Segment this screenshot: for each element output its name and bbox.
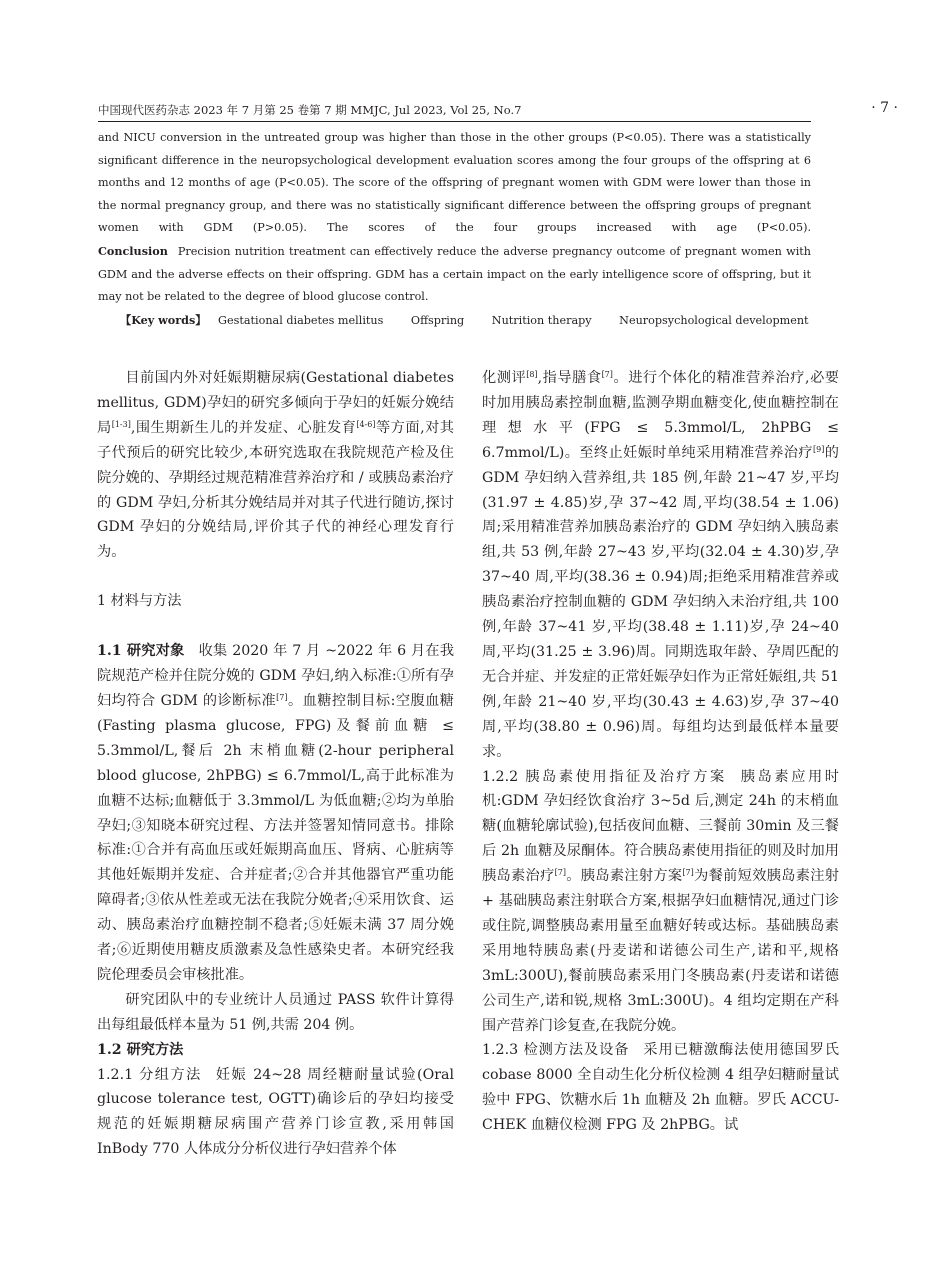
citation-ref: [7] (276, 692, 288, 702)
conclusion-text: Precision nutrition treatment can effectively reduce the adverse pregnancy outcome of pregnant women with GDM and the adverse effects on their offspring. GDM has a certain impact on the early intelligence score of offspring, but it may not be related to the degree of blood glucose control. (98, 244, 811, 304)
citation-ref: [7] (682, 868, 694, 878)
sample-size-paragraph: 研究团队中的专业统计人员通过 PASS 软件计算得出每组最低样本量为 51 例,共需 204 例。 (97, 991, 454, 1033)
running-header (98, 102, 898, 118)
keywords-line (120, 312, 833, 328)
citation-ref: [4-6] (356, 419, 376, 429)
detection-methods-paragraph: 1.2.3 检测方法及设备 采用已糖激酶法使用德国罗氏 cobase 8000 全自动生化分析仪检测 4 组孕妇糖耐量试验中 FPG、饮糖水后 1h 血糖及 2h 血糖。罗氏 ACCU-CHEK 血糖仪检测 FPG 及 2hPBG。试 (482, 1042, 839, 1134)
abstract-conclusion (98, 240, 811, 309)
citation-ref: [1-3] (111, 419, 131, 429)
citation-ref: [8] (526, 370, 538, 379)
study-subjects-paragraph: 1.1 研究对象 收集 2020 年 7 月 ~2022 年 6 月在我院规范产检并住院分娩的 GDM 孕妇,纳入标准:①所有孕妇均符合 GDM 的诊断标准[7]。血糖控制目标:空腹血糖(Fasting plasma glucose, FPG)及餐前血糖 ≤ 5.3mmol/L,餐后 2h 末梢血糖(2-hour peripheral blood glucose, 2hPBG) ≤ 6.7mmol/L,高于此标准为血糖不达标;血糖低于 3.3mmol/L 为低血糖;②均为单胎孕妇;③知晓本研究过程、方法并签署知情同意书。排除标准:①合并有高血压或妊娠期高血压、肾病、心脏病等其他妊娠期并发症、合并症者;②合并其他器官严重功能障碍者;③依从性差或无法在我院分娩者;④采用饮食、运动、胰岛素治疗血糖控制不稳者;⑤妊娠未满 37 周分娩者;⑥近期使用糖皮质激素及急性感染史者。本研究经我院伦理委员会审核批准。 (97, 643, 455, 983)
keyword-item: Offspring (410, 314, 465, 327)
citation-ref: [7] (601, 370, 613, 379)
subsection-label: 1.2.3 检测方法及设备 (482, 1042, 630, 1059)
grouping-paragraph: 1.2.1 分组方法 妊娠 24~28 周经糖耐量试验(Oral glucose tolerance test, OGTT)确诊后的孕妇均接受规范的妊娠期糖尿病围产营养门诊宣教,采用韩国 InBody 770 人体成分分析仪进行孕妇营养个体 (97, 1066, 454, 1158)
subsection-label: 1.2.2 胰岛素使用指征及治疗方案 (482, 768, 727, 785)
page-number: · 7 · (871, 100, 898, 116)
abstract-results: and NICU conversion in the untreated group was higher than those in the other groups (P<0.05). There was a statistically significant difference in the neuropsychological development evaluation scores among the four groups of the offspring at 6 months and 12 months of age (P<0.05). The score of the offspring of pregnant women with GDM were lower than those in the normal pregnancy group, and there was no statistically significant difference between the offspring groups of pregnant women with GDM (P>0.05). The scores of the four groups increased with age (P<0.05). (98, 131, 811, 235)
keyword-item: Gestational diabetes mellitus (218, 314, 384, 327)
citation-ref: [7] (554, 868, 566, 878)
subsection-label: 1.2.1 分组方法 (97, 1066, 202, 1083)
intro-paragraph: 目前国内外对妊娠期糖尿病(Gestational diabetes mellitus, GDM)孕妇的研究多倾向于孕妇的妊娠分娩结局[1-3],围生期新生儿的并发症、心脏发育[4-6]等方面,对其子代预后的研究比较少,本研究选取在我院规范产检及住院分娩的、孕期经过规范精准营养治疗和 / 或胰岛素治疗的 GDM 孕妇,分析其分娩结局并对其子代进行随访,探讨 GDM 孕妇的分娩结局,评价其子代的神经心理发育行为。 (97, 370, 454, 561)
insulin-indication-paragraph: 1.2.2 胰岛素使用指征及治疗方案 胰岛素应用时机:GDM 孕妇经饮食治疗 3~5d 后,测定 24h 的末梢血糖(血糖轮廓试验),包括夜间血糖、三餐前 30min 及三餐后 2h 血糖及尿酮体。符合胰岛素使用指征的则及时加用胰岛素治疗[7]。胰岛素注射方案[7]为餐前短效胰岛素注射 + 基础胰岛素注射联合方案,根据孕妇血糖情况,通过门诊或住院,调整胰岛素用量至血糖好转或达标。基础胰岛素采用地特胰岛素(丹麦诺和诺德公司生产,诺和平,规格 3mL:300U),餐前胰岛素采用门冬胰岛素(丹麦诺和诺德公司生产,诺和锐,规格 3mL:300U)。4 组均定期在产科围产营养门诊复查,在我院分娩。 (482, 768, 839, 1034)
english-abstract (98, 127, 811, 309)
left-column (97, 366, 454, 1162)
journal-citation: 中国现代医药杂志 2023 年 7 月第 25 卷第 7 期 MMJC, Jul 2023, Vol 25, No.7 (98, 103, 522, 117)
right-column (482, 366, 839, 1138)
keyword-item: Neuropsychological development (619, 314, 809, 327)
conclusion-label: Conclusion (98, 243, 168, 258)
grouping-continued-paragraph: 化测评[8],指导膳食[7]。进行个体化的精准营养治疗,必要时加用胰岛素控制血糖,监测孕期血糖变化,使血糖控制在理想水平(FPG ≤ 5.3mmol/L, 2hPBG ≤ 6.7mmol/L)。至终止妊娠时单纯采用精准营养治疗[9]的 GDM 孕妇纳入营养组,共 185 例,年龄 21~47 岁,平均(31.97 ± 4.85)岁,孕 37~42 周,平均(38.54 ± 1.06)周;采用精准营养加胰岛素治疗的 GDM 孕妇纳入胰岛素组,共 53 例,年龄 27~43 岁,平均(32.04 ± 4.30)岁,孕 37~40 周,平均(38.36 ± 0.94)周;拒绝采用精准营养或胰岛素治疗控制血糖的 GDM 孕妇纳入未治疗组,共 100 例,年龄 37~41 岁,平均(38.48 ± 1.11)岁,孕 24~40 周,平均(31.25 ± 3.96)周。同期选取年龄、孕周匹配的无合并症、并发症的正常妊娠孕妇作为正常妊娠组,共 51 例,年龄 21~40 岁,平均(30.43 ± 4.63)岁,孕 37~40 周,平均(38.80 ± 0.96)周。每组均达到最低样本量要求。 (482, 370, 839, 760)
subsection-label: 1.1 研究对象 (97, 643, 185, 660)
keywords-label: 【Key words】 (120, 313, 207, 327)
keyword-item: Nutrition therapy (491, 314, 592, 327)
subsection-heading-methods: 1.2 研究方法 (97, 1041, 184, 1058)
section-heading-methods: 1 材料与方法 (97, 593, 182, 610)
header-divider (98, 121, 811, 122)
citation-ref: [9] (813, 444, 825, 454)
